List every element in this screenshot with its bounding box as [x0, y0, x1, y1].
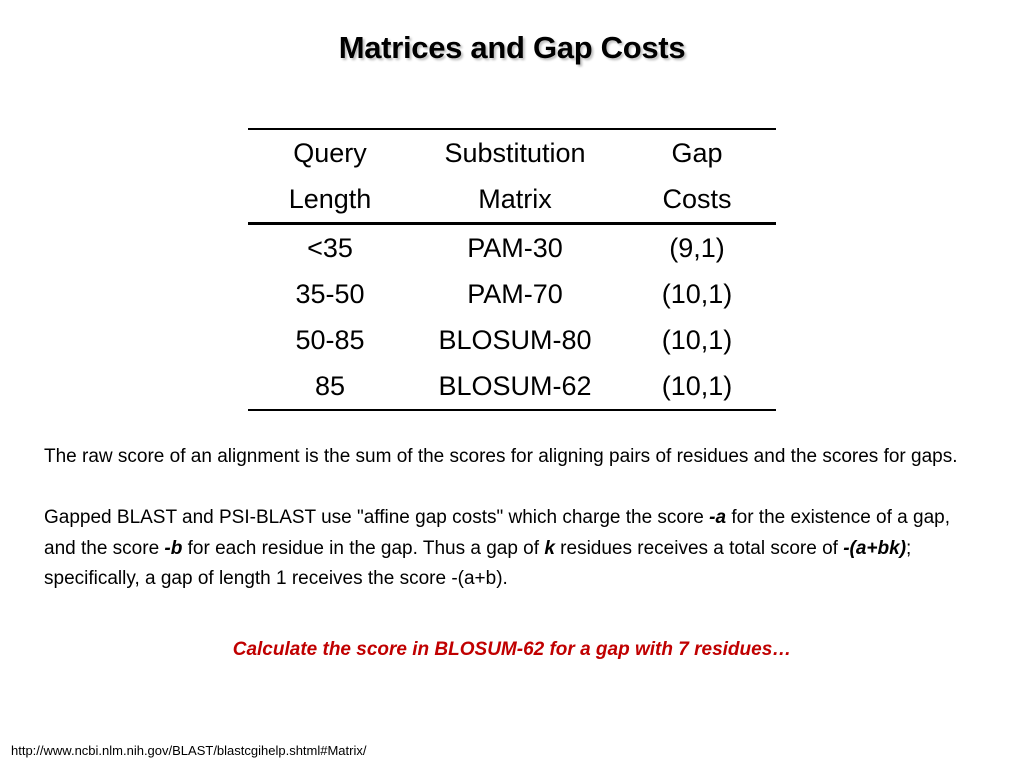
- header-line: Gap: [671, 138, 723, 168]
- source-url: http://www.ncbi.nlm.nih.gov/BLAST/blastcgihelp.shtml#Matrix/: [11, 743, 367, 758]
- affine-gap-paragraph: [44, 503, 980, 595]
- slide-title: Matrices and Gap Costs: [338, 30, 686, 65]
- text-run: residues receives a total score of: [554, 537, 844, 559]
- cell-query-length: 35-50: [295, 279, 365, 309]
- text-run: Gapped BLAST and PSI-BLAST use "affine gap costs" which charge the score: [44, 507, 710, 528]
- table-row: [248, 224, 776, 272]
- cell-matrix: BLOSUM-62: [438, 371, 592, 401]
- header-query-length: [248, 129, 412, 224]
- text-run: for each residue in the gap. Thus a gap of: [182, 537, 545, 559]
- gap-formula: -(a+bk): [843, 537, 907, 559]
- table-header-row: [248, 129, 776, 224]
- table-row: [248, 271, 776, 317]
- term-k: k: [544, 537, 555, 559]
- cell-gap-costs: (10,1): [661, 371, 733, 401]
- raw-score-paragraph: The raw score of an alignment is the sum of the scores for aligning pairs of residues and the scores for gaps.: [44, 446, 958, 467]
- cell-query-length: 85: [314, 371, 346, 401]
- cell-query-length: <35: [307, 233, 353, 263]
- cell-gap-costs: (10,1): [661, 279, 733, 309]
- cell-matrix: BLOSUM-80: [438, 325, 592, 355]
- header-gap-costs: [618, 129, 776, 224]
- table-row: [248, 363, 776, 410]
- term-a: -a: [709, 507, 727, 528]
- header-line: Matrix: [478, 184, 552, 214]
- cell-matrix: PAM-30: [467, 233, 563, 263]
- header-line: Substitution: [444, 138, 586, 168]
- cell-query-length: 50-85: [295, 325, 365, 355]
- cell-matrix: PAM-70: [467, 279, 563, 309]
- table-row: [248, 317, 776, 363]
- gap-costs-table: [248, 128, 776, 411]
- header-line: Query: [293, 138, 367, 168]
- header-substitution-matrix: [412, 129, 618, 224]
- text-run: ; specifically, a gap of length 1 receives the score -(a+b).: [44, 537, 912, 589]
- term-b: -b: [164, 537, 183, 559]
- cell-gap-costs: (10,1): [661, 325, 733, 355]
- header-line: Costs: [662, 184, 732, 214]
- header-line: Length: [288, 184, 372, 214]
- exercise-question: Calculate the score in BLOSUM-62 for a gap with 7 residues…: [232, 639, 792, 660]
- cell-gap-costs: (9,1): [669, 233, 725, 263]
- text-run: for the existence of a gap, and the score: [44, 507, 950, 559]
